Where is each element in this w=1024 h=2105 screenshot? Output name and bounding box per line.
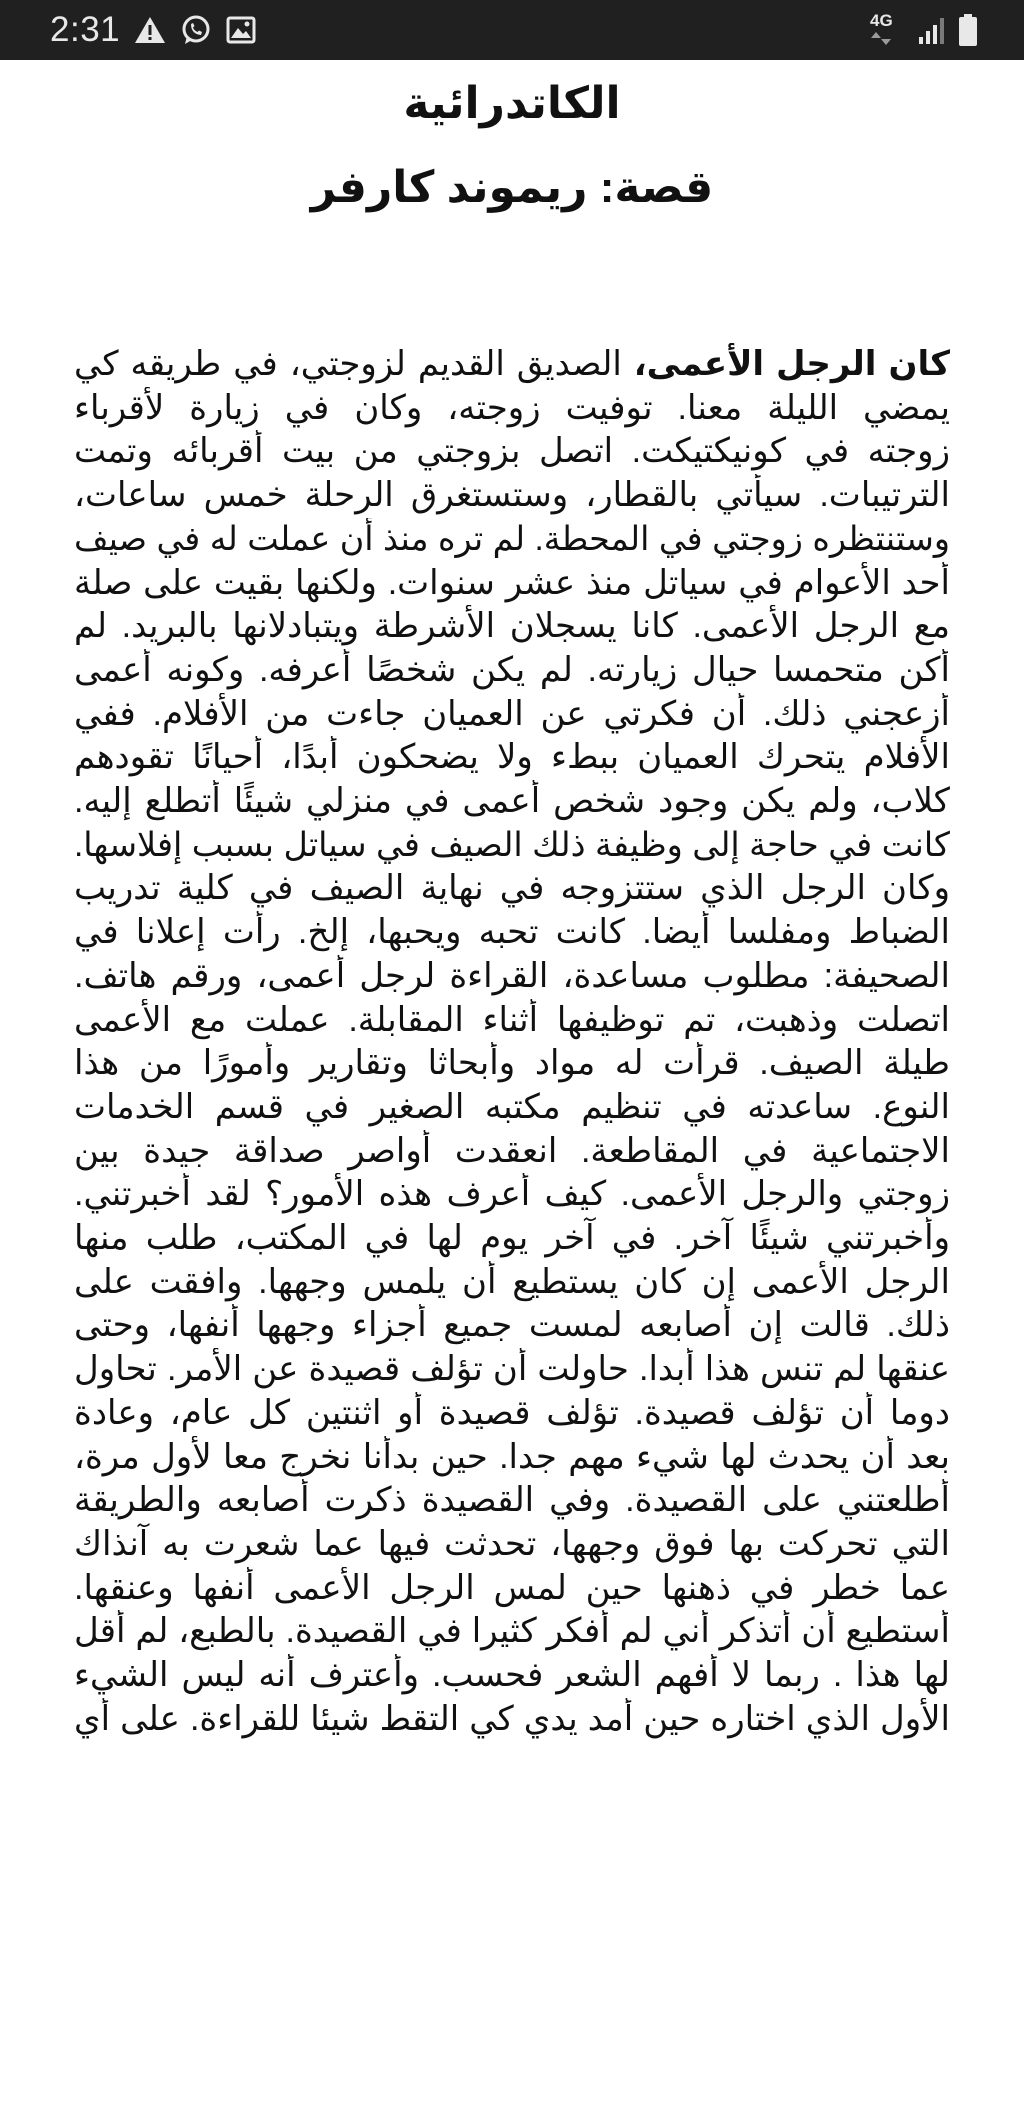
status-bar bbox=[0, 0, 1024, 60]
story-line: أستطيع أن أتذكر أني لم أفكر كثيرا في القصيدة. بالطبع، لم أقل bbox=[74, 1612, 950, 1651]
story-line: أكن متحمسا حيال زيارته. لم يكن شخصًا أعرفه. وكونه أعمى bbox=[74, 650, 950, 689]
story-line: زوجتي والرجل الأعمى. كيف أعرف هذه الأمور؟ لقد أخبرتني. bbox=[74, 1175, 950, 1214]
story-line: طيلة الصيف. قرأت له مواد وأبحاثا وتقارير وأمورًا من هذا bbox=[74, 1044, 950, 1083]
gallery-icon bbox=[226, 16, 256, 44]
notification-icons bbox=[134, 14, 256, 46]
story-line: الضباط ومفلسا أيضا. كانت تحبه ويحبها، إلخ. رأت إعلانا في bbox=[74, 913, 950, 952]
story-line: أحد الأعوام في سياتل منذ عشر سنوات. ولكنها بقيت على صلة bbox=[74, 563, 950, 602]
story-lead: كان الرجل الأعمى، bbox=[633, 345, 950, 383]
story-line: الترتيبات. سيأتي بالقطار، وستستغرق الرحلة خمس ساعات، bbox=[74, 476, 950, 515]
story-line: لها هذا . ربما لا أفهم الشعر فحسب. وأعترف أنه ليس الشيء bbox=[74, 1656, 950, 1695]
story-line: وستنتظره زوجتي في المحطة. لم تره منذ أن عملت له في صيف bbox=[74, 520, 950, 558]
story-line: الرجل الأعمى إن كان يستطيع أن يلمس وجهها. وافقت على bbox=[74, 1262, 950, 1301]
story-line: بعد أن يحدث لها شيء مهم جدا. حين بدأنا نخرج معا لأول مرة، bbox=[74, 1437, 950, 1476]
system-icons bbox=[870, 12, 978, 48]
story-line: اتصلت وذهبت، تم توظيفها أثناء المقابلة. عملت مع الأعمى bbox=[74, 1000, 950, 1039]
story-line: أزعجني ذلك. أن فكرتي عن العميان جاءت من الأفلام. ففي bbox=[74, 694, 950, 733]
story-line: دوما أن تؤلف قصيدة. تؤلف قصيدة أو اثنتين كل عام، وعادة bbox=[74, 1393, 950, 1432]
story-line: وكان الرجل الذي ستتزوجه في نهاية الصيف في كلية تدريب bbox=[74, 869, 950, 908]
story-line bbox=[74, 343, 950, 387]
story-line: ذلك. قالت إن أصابعه لمست جميع أجزاء وجهها أنفها، وحتى bbox=[74, 1306, 950, 1345]
whatsapp-icon bbox=[180, 14, 212, 46]
status-time: 2:31 bbox=[50, 10, 121, 49]
warning-icon bbox=[134, 15, 166, 45]
story-line: الاجتماعية في المقاطعة. انعقدت أواصر صداقة جيدة بين bbox=[74, 1131, 950, 1170]
story-line: وأخبرتني شيئًا آخر. في آخر يوم لها في المكتب، طلب منها bbox=[74, 1219, 950, 1258]
story-line: عما خطر في ذهنها حين لمس الرجل الأعمى أنفها وعنقها. bbox=[74, 1568, 950, 1607]
battery-icon bbox=[958, 13, 978, 47]
story-line: يمضي الليلة معنا. توفيت زوجته، وكان في زيارة لأقرباء bbox=[74, 388, 950, 427]
signal-icon bbox=[918, 15, 948, 45]
story-byline: قصة: ريموند كارفر bbox=[310, 163, 714, 212]
story-line: الأول الذي اختاره حين أمد يدي كي التقط شيئا للقراءة. على أي bbox=[74, 1699, 950, 1738]
story-line: عنقها لم تنس هذا أبدا. حاولت أن تؤلف قصيدة عن الأمر. تحاول bbox=[74, 1350, 950, 1389]
story-header bbox=[0, 68, 1024, 224]
story-line: كلاب، ولم يكن وجود شخص أعمى في منزلي شيئًا أتطلع إليه. bbox=[74, 782, 950, 821]
story-line: مع الرجل الأعمى. كانا يسجلان الأشرطة ويتبادلانها بالبريد. لم bbox=[74, 607, 950, 646]
story-line: التي تحركت بها فوق وجهها، تحدثت فيها عما شعرت به آنذاك bbox=[74, 1524, 950, 1563]
story-line-text: الصديق القديم لزوجتي، في طريقه كي bbox=[74, 345, 634, 383]
story-line: أطلعتني على القصيدة. وفي القصيدة ذكرت أصابعه والطريقة bbox=[74, 1481, 950, 1520]
story-line: كانت في حاجة إلى وظيفة ذلك الصيف في سياتل بسبب إفلاسها. bbox=[74, 826, 950, 864]
story-line: الصحيفة: مطلوب مساعدة، القراءة لرجل أعمى، ورقم هاتف. bbox=[74, 956, 950, 995]
story-line: زوجته في كونيكتيكت. اتصل بزوجتي من بيت أقربائه وتمت bbox=[74, 432, 950, 471]
network-4g-icon bbox=[870, 12, 908, 48]
network-label: 4G bbox=[870, 11, 893, 30]
story-line: النوع. ساعدته في تنظيم مكتبه الصغير في قسم الخدمات bbox=[74, 1087, 950, 1126]
story-line: الأفلام يتحرك العميان ببطء ولا يضحكون أبدًا، أحيانًا تقودهم bbox=[74, 738, 950, 777]
story-title: الكاتدرائية bbox=[403, 79, 621, 128]
story-body bbox=[74, 343, 950, 1742]
